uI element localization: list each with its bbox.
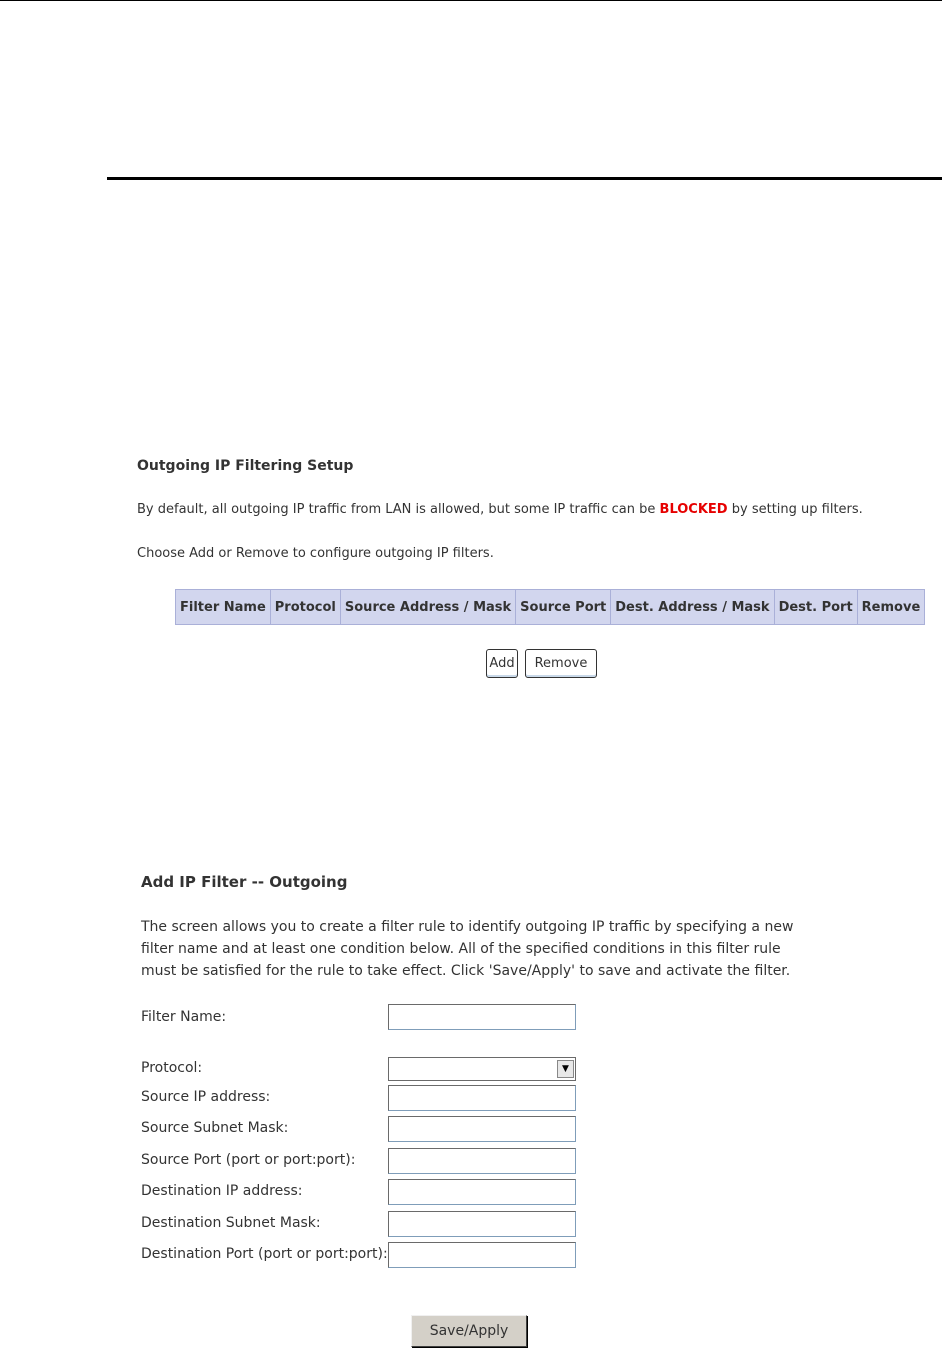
- filter-name-label: Filter Name:: [141, 1009, 227, 1025]
- filter-name-input[interactable]: [388, 1004, 576, 1030]
- description-line: The screen allows you to create a filter rule to identify outgoing IP traffic by specifying a new: [141, 919, 794, 935]
- outgoing-filters-table: [175, 589, 925, 625]
- page-top-border: [0, 0, 942, 1]
- dest-port-label: Destination Port (port or port:port):: [141, 1246, 388, 1262]
- description-line: must be satisfied for the rule to take effect. Click 'Save/Apply' to save and activate the filter.: [141, 963, 791, 979]
- source-mask-input[interactable]: [388, 1116, 576, 1142]
- header-source-port: Source Port: [516, 590, 611, 625]
- add-button[interactable]: Add: [486, 649, 518, 678]
- protocol-label: Protocol:: [141, 1060, 203, 1076]
- description-line: filter name and at least one condition below. All of the specified conditions in this filter rule: [141, 941, 781, 957]
- setup-description: [137, 502, 863, 517]
- chevron-down-icon[interactable]: ▼: [557, 1060, 574, 1078]
- dest-port-input[interactable]: [388, 1242, 576, 1268]
- setup-description-after: by setting up filters.: [727, 502, 863, 517]
- setup-instruction: Choose Add or Remove to configure outgoing IP filters.: [137, 546, 494, 561]
- source-port-label: Source Port (port or port:port):: [141, 1152, 356, 1168]
- table-header-row: [176, 590, 925, 625]
- save-apply-button[interactable]: Save/Apply: [411, 1315, 527, 1347]
- blocked-emphasis: BLOCKED: [659, 502, 728, 517]
- header-source-address-mask: Source Address / Mask: [340, 590, 515, 625]
- setup-title: Outgoing IP Filtering Setup: [137, 458, 354, 474]
- header-remove: Remove: [857, 590, 925, 625]
- dest-ip-label: Destination IP address:: [141, 1183, 303, 1199]
- protocol-select[interactable]: [388, 1057, 576, 1081]
- add-filter-description: [141, 916, 821, 982]
- setup-description-before: By default, all outgoing IP traffic from LAN is allowed, but some IP traffic can be: [137, 502, 660, 517]
- add-filter-title: Add IP Filter -- Outgoing: [141, 873, 348, 891]
- source-ip-input[interactable]: [388, 1085, 576, 1111]
- dest-mask-input[interactable]: [388, 1211, 576, 1237]
- header-dest-address-mask: Dest. Address / Mask: [611, 590, 774, 625]
- source-ip-label: Source IP address:: [141, 1089, 271, 1105]
- header-protocol: Protocol: [270, 590, 340, 625]
- dest-ip-input[interactable]: [388, 1179, 576, 1205]
- header-filter-name: Filter Name: [176, 590, 271, 625]
- header-divider: [107, 177, 942, 180]
- source-port-input[interactable]: [388, 1148, 576, 1174]
- remove-button[interactable]: Remove: [525, 649, 597, 678]
- source-mask-label: Source Subnet Mask:: [141, 1120, 289, 1136]
- header-dest-port: Dest. Port: [774, 590, 857, 625]
- dest-mask-label: Destination Subnet Mask:: [141, 1215, 321, 1231]
